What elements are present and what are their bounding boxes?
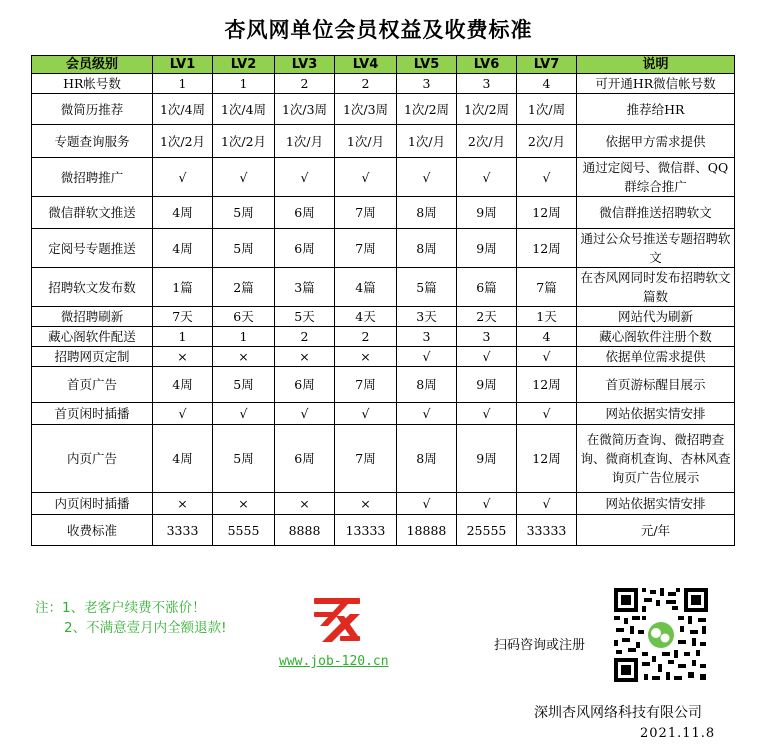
table-row bbox=[32, 403, 735, 425]
row-label: 首页闲时插播 bbox=[32, 403, 153, 425]
row-description: 网站依据实情安排 bbox=[577, 403, 735, 425]
level-value: 2 bbox=[275, 74, 335, 94]
row-description: 首页游标醒目展示 bbox=[577, 367, 735, 403]
level-value: √ bbox=[397, 158, 457, 197]
level-value: 7周 bbox=[335, 367, 397, 403]
row-label: 微信群软文推送 bbox=[32, 197, 153, 229]
level-value: 7周 bbox=[335, 197, 397, 229]
table-header-row bbox=[32, 56, 735, 74]
level-value: 5周 bbox=[213, 197, 275, 229]
header-cell: 说明 bbox=[577, 56, 735, 74]
level-value: 12周 bbox=[517, 197, 577, 229]
row-description: 微信群推送招聘软文 bbox=[577, 197, 735, 229]
level-value: 1 bbox=[213, 74, 275, 94]
level-value: 4周 bbox=[153, 367, 213, 403]
level-value: 9周 bbox=[457, 229, 517, 268]
level-value: 8周 bbox=[397, 425, 457, 493]
row-label: 微招聘推广 bbox=[32, 158, 153, 197]
row-description: 网站依据实情安排 bbox=[577, 493, 735, 515]
header-cell: LV5 bbox=[397, 56, 457, 74]
level-value: 6周 bbox=[275, 197, 335, 229]
header-cell: 会员级别 bbox=[32, 56, 153, 74]
level-value: 5天 bbox=[275, 307, 335, 327]
level-value: × bbox=[275, 347, 335, 367]
table-row bbox=[32, 347, 735, 367]
level-value: 8888 bbox=[275, 515, 335, 546]
level-value: 3 bbox=[457, 327, 517, 347]
row-label: 内页闲时插播 bbox=[32, 493, 153, 515]
table-row bbox=[32, 158, 735, 197]
level-value: 2篇 bbox=[213, 268, 275, 307]
header-cell: LV1 bbox=[153, 56, 213, 74]
level-value: 1次/2月 bbox=[213, 125, 275, 158]
level-value: 4周 bbox=[153, 197, 213, 229]
row-description: 通过定阅号、微信群、QQ群综合推广 bbox=[577, 158, 735, 197]
level-value: 8周 bbox=[397, 229, 457, 268]
row-description: 藏心阁软件注册个数 bbox=[577, 327, 735, 347]
table-row bbox=[32, 268, 735, 307]
level-value: √ bbox=[457, 403, 517, 425]
level-value: 6周 bbox=[275, 425, 335, 493]
level-value: 9周 bbox=[457, 367, 517, 403]
level-value: 9周 bbox=[457, 197, 517, 229]
row-label: 微简历推荐 bbox=[32, 94, 153, 125]
level-value: 4 bbox=[517, 74, 577, 94]
level-value: × bbox=[335, 493, 397, 515]
level-value: 6天 bbox=[213, 307, 275, 327]
level-value: √ bbox=[457, 158, 517, 197]
level-value: √ bbox=[335, 403, 397, 425]
level-value: 18888 bbox=[397, 515, 457, 546]
row-description: 依据甲方需求提供 bbox=[577, 125, 735, 158]
level-value: 7周 bbox=[335, 229, 397, 268]
row-label: 微招聘刷新 bbox=[32, 307, 153, 327]
membership-table bbox=[31, 55, 735, 546]
level-value: √ bbox=[457, 493, 517, 515]
level-value: 4天 bbox=[335, 307, 397, 327]
level-value: 8周 bbox=[397, 197, 457, 229]
level-value: 8周 bbox=[397, 367, 457, 403]
level-value: × bbox=[213, 493, 275, 515]
level-value: 1次/周 bbox=[517, 94, 577, 125]
header-cell: LV7 bbox=[517, 56, 577, 74]
level-value: 5周 bbox=[213, 425, 275, 493]
level-value: 5篇 bbox=[397, 268, 457, 307]
table-row bbox=[32, 327, 735, 347]
row-label: HR帐号数 bbox=[32, 74, 153, 94]
level-value: 6周 bbox=[275, 229, 335, 268]
level-value: 5周 bbox=[213, 229, 275, 268]
row-description: 元/年 bbox=[577, 515, 735, 546]
level-value: √ bbox=[517, 493, 577, 515]
row-label: 藏心阁软件配送 bbox=[32, 327, 153, 347]
level-value: 2天 bbox=[457, 307, 517, 327]
level-value: 1次/2周 bbox=[397, 94, 457, 125]
level-value: √ bbox=[153, 403, 213, 425]
level-value: 1次/3周 bbox=[275, 94, 335, 125]
table-row bbox=[32, 125, 735, 158]
level-value: 4周 bbox=[153, 229, 213, 268]
company-name: 深圳杏风网络科技有限公司 bbox=[534, 705, 702, 721]
level-value: × bbox=[153, 347, 213, 367]
level-value: 1次/4周 bbox=[213, 94, 275, 125]
row-description: 推荐给HR bbox=[577, 94, 735, 125]
level-value: 25555 bbox=[457, 515, 517, 546]
level-value: 7周 bbox=[335, 425, 397, 493]
level-value: 3 bbox=[397, 74, 457, 94]
level-value: 3333 bbox=[153, 515, 213, 546]
level-value: 1次/月 bbox=[275, 125, 335, 158]
row-label: 首页广告 bbox=[32, 367, 153, 403]
row-label: 内页广告 bbox=[32, 425, 153, 493]
level-value: 3 bbox=[397, 327, 457, 347]
level-value: 1 bbox=[153, 327, 213, 347]
level-value: √ bbox=[457, 347, 517, 367]
level-value: 3篇 bbox=[275, 268, 335, 307]
level-value: 1次/3周 bbox=[335, 94, 397, 125]
table-row bbox=[32, 197, 735, 229]
row-description: 可开通HR微信帐号数 bbox=[577, 74, 735, 94]
header-cell: LV4 bbox=[335, 56, 397, 74]
level-value: 12周 bbox=[517, 367, 577, 403]
row-label: 招聘软文发布数 bbox=[32, 268, 153, 307]
header-cell: LV2 bbox=[213, 56, 275, 74]
level-value: 4周 bbox=[153, 425, 213, 493]
level-value: 1 bbox=[153, 74, 213, 94]
level-value: 1篇 bbox=[153, 268, 213, 307]
level-value: 3 bbox=[457, 74, 517, 94]
row-label: 收费标准 bbox=[32, 515, 153, 546]
level-value: 7天 bbox=[153, 307, 213, 327]
level-value: × bbox=[153, 493, 213, 515]
table-row bbox=[32, 94, 735, 125]
level-value: × bbox=[275, 493, 335, 515]
level-value: 4篇 bbox=[335, 268, 397, 307]
table-row bbox=[32, 74, 735, 94]
level-value: √ bbox=[213, 403, 275, 425]
level-value: √ bbox=[275, 158, 335, 197]
level-value: 1次/月 bbox=[335, 125, 397, 158]
issue-date: 2021.11.8 bbox=[640, 726, 716, 741]
level-value: 2次/月 bbox=[517, 125, 577, 158]
company-logo-icon bbox=[310, 592, 366, 648]
page-title: 杏风网单位会员权益及收费标准 bbox=[224, 18, 533, 42]
level-value: 1次/2月 bbox=[153, 125, 213, 158]
level-value: √ bbox=[517, 347, 577, 367]
row-description: 网站代为刷新 bbox=[577, 307, 735, 327]
header-cell: LV6 bbox=[457, 56, 517, 74]
table-row bbox=[32, 493, 735, 515]
level-value: √ bbox=[335, 158, 397, 197]
level-value: √ bbox=[517, 158, 577, 197]
level-value: √ bbox=[275, 403, 335, 425]
row-description: 在杏风网同时发布招聘软文篇数 bbox=[577, 268, 735, 307]
level-value: 2次/月 bbox=[457, 125, 517, 158]
level-value: 5555 bbox=[213, 515, 275, 546]
level-value: √ bbox=[397, 347, 457, 367]
level-value: 1 bbox=[213, 327, 275, 347]
level-value: 9周 bbox=[457, 425, 517, 493]
row-label: 招聘网页定制 bbox=[32, 347, 153, 367]
table-row bbox=[32, 307, 735, 327]
level-value: 2 bbox=[335, 74, 397, 94]
level-value: 33333 bbox=[517, 515, 577, 546]
row-description: 依据单位需求提供 bbox=[577, 347, 735, 367]
level-value: √ bbox=[153, 158, 213, 197]
row-description: 通过公众号推送专题招聘软文 bbox=[577, 229, 735, 268]
level-value: 1次/2周 bbox=[457, 94, 517, 125]
level-value: 5周 bbox=[213, 367, 275, 403]
table-row bbox=[32, 425, 735, 493]
header-cell: LV3 bbox=[275, 56, 335, 74]
qr-code-icon bbox=[612, 586, 710, 684]
website-link[interactable]: www.job-120.cn bbox=[279, 654, 389, 669]
level-value: √ bbox=[397, 493, 457, 515]
table-row bbox=[32, 229, 735, 268]
note-line-2: 2、不满意壹月内全额退款! bbox=[64, 620, 227, 636]
level-value: 2 bbox=[275, 327, 335, 347]
level-value: 7篇 bbox=[517, 268, 577, 307]
row-description: 在微简历查询、微招聘查询、微商机查询、杏林风查询页广告位展示 bbox=[577, 425, 735, 493]
level-value: 1次/4周 bbox=[153, 94, 213, 125]
level-value: 1天 bbox=[517, 307, 577, 327]
row-label: 专题查询服务 bbox=[32, 125, 153, 158]
level-value: √ bbox=[213, 158, 275, 197]
level-value: 3天 bbox=[397, 307, 457, 327]
table-row bbox=[32, 367, 735, 403]
level-value: 1次/月 bbox=[397, 125, 457, 158]
level-value: 6周 bbox=[275, 367, 335, 403]
level-value: 12周 bbox=[517, 425, 577, 493]
level-value: 2 bbox=[335, 327, 397, 347]
scan-caption: 扫码咨询或注册 bbox=[494, 638, 586, 653]
level-value: 12周 bbox=[517, 229, 577, 268]
note-line-1: 注：1、老客户续费不涨价！ bbox=[35, 600, 206, 616]
level-value: 6篇 bbox=[457, 268, 517, 307]
level-value: × bbox=[213, 347, 275, 367]
level-value: 4 bbox=[517, 327, 577, 347]
row-label: 定阅号专题推送 bbox=[32, 229, 153, 268]
level-value: √ bbox=[397, 403, 457, 425]
level-value: × bbox=[335, 347, 397, 367]
table-row bbox=[32, 515, 735, 546]
level-value: 13333 bbox=[335, 515, 397, 546]
level-value: √ bbox=[517, 403, 577, 425]
